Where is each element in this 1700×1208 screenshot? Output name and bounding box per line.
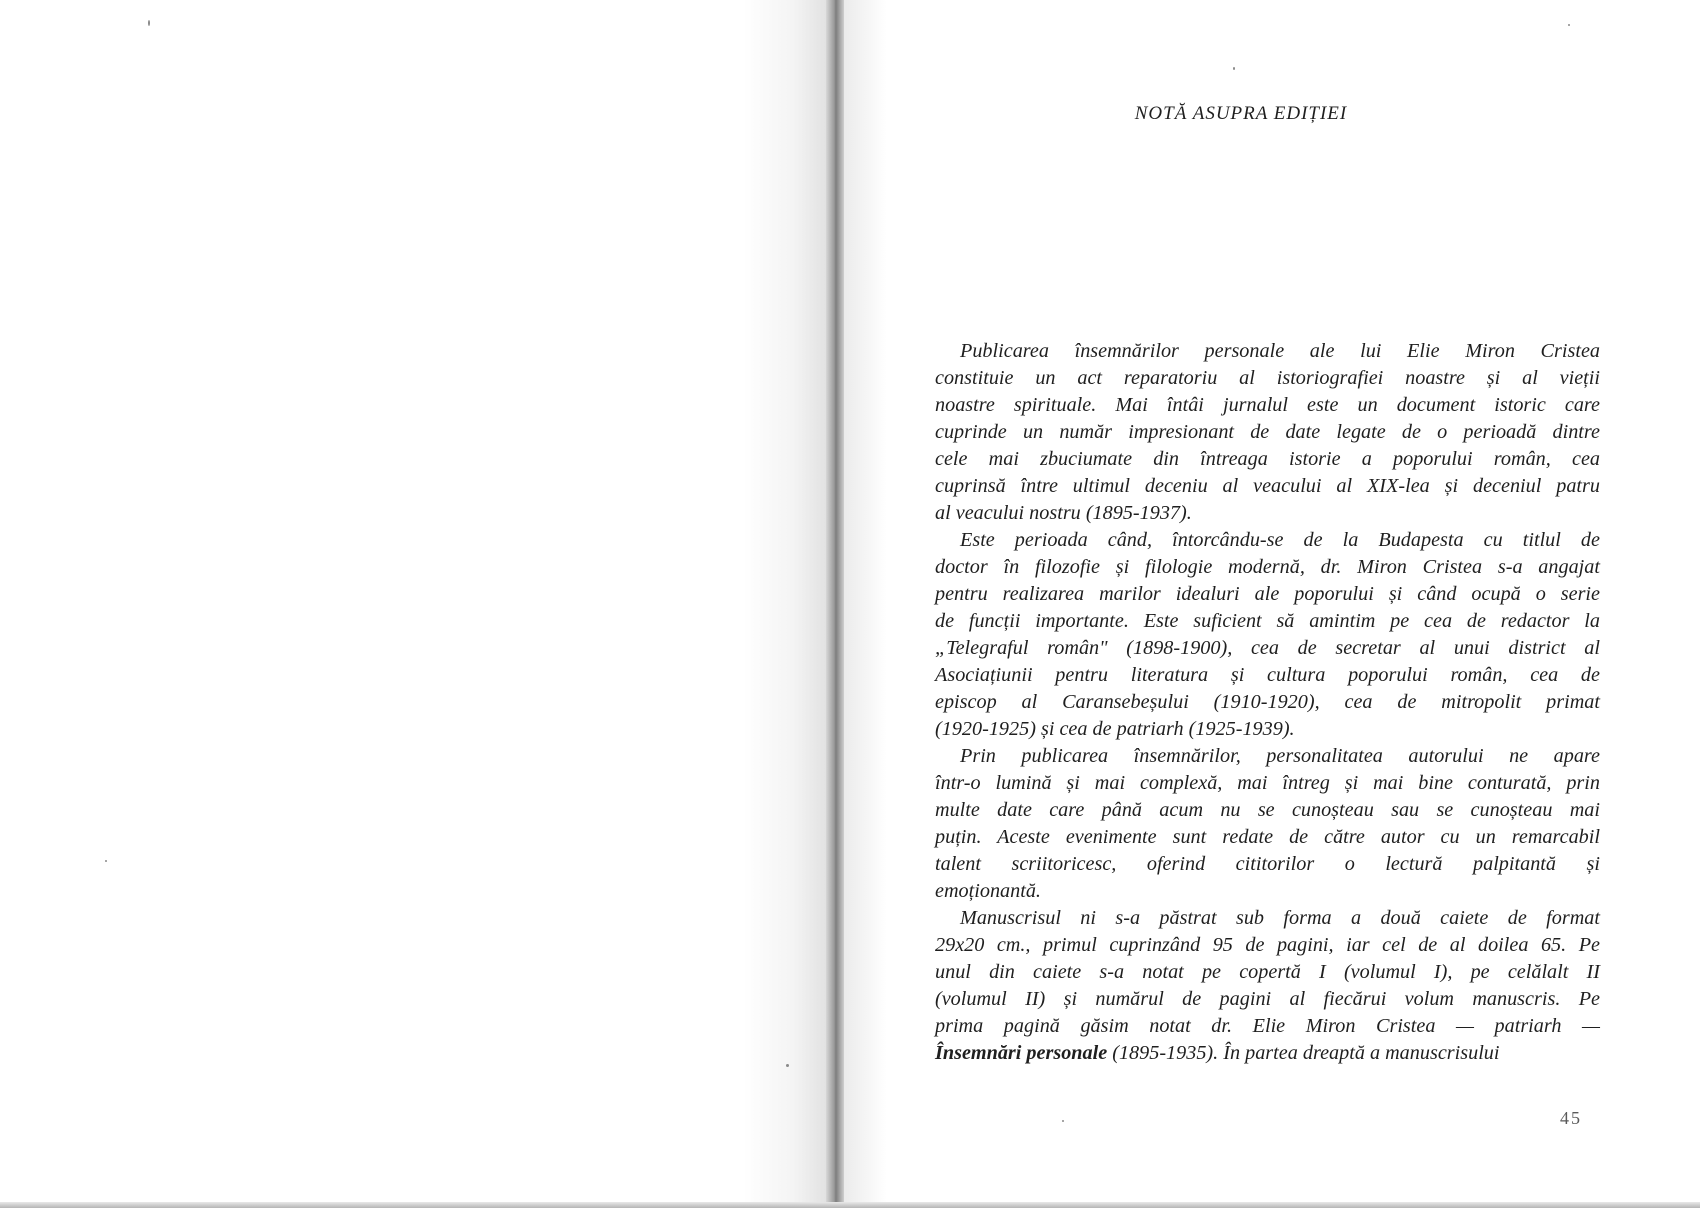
text-line: Prin publicarea însemnărilor, personalitatea autorului ne apare (960, 745, 1600, 767)
text-line: multe date care până acum nu se cunoșteau sau se cunoșteau mai (935, 799, 1600, 821)
left-page-blank (0, 0, 826, 1208)
scan-speck (148, 20, 150, 26)
scan-bottom-edge (0, 1202, 1700, 1208)
text-line: episcop al Caransebeșului (1910-1920), cea de mitropolit primat (935, 691, 1600, 713)
text-line: (volumul II) și numărul de pagini al fiecărui volum manuscris. Pe (935, 988, 1600, 1010)
text-line: noastre spirituale. Mai întâi jurnalul este un document istoric care (935, 394, 1600, 416)
text-line: pentru realizarea marilor idealuri ale poporului și când ocupă o serie (935, 583, 1600, 605)
text-line: al veacului nostru (1895-1937). (935, 502, 1192, 524)
text-line: constituie un act reparatoriu al istoriografiei noastre și al vieții (935, 367, 1600, 389)
text-line: Este perioada când, întorcându-se de la Budapesta cu titlul de (960, 529, 1600, 551)
text-line: 29x20 cm., primul cuprinzând 95 de pagini, iar cel de al doilea 65. Pe (935, 934, 1600, 956)
text-line: cele mai zbuciumate din întreaga istorie a poporului român, cea (935, 448, 1600, 470)
section-title: NOTĂ ASUPRA EDIȚIEI (1134, 103, 1348, 124)
scan-speck (105, 860, 107, 862)
text-line: puțin. Aceste evenimente sunt redate de către autor cu un remarcabil (935, 826, 1600, 848)
text-line: cuprinde un număr impresionant de date legate de o perioadă dintre (935, 421, 1600, 443)
text-line: într-o lumină și mai complexă, mai întreg și mai bine conturată, prin (935, 772, 1600, 794)
scan-speck (1233, 67, 1235, 70)
page-number: 45 (1560, 1108, 1582, 1128)
scan-speck (1062, 1120, 1064, 1122)
text-line: „Telegraful român" (1898-1900), cea de secretar al unui district al (935, 637, 1600, 659)
body-text (935, 338, 1600, 1067)
text-line: Publicarea însemnărilor personale ale lui Elie Miron Cristea (960, 340, 1600, 362)
text-line: talent scriitoricesc, oferind cititorilor o lectură palpitantă și (935, 853, 1600, 875)
scan-speck (1568, 24, 1570, 26)
text-line: cuprinsă între ultimul deceniu al veacului al XIX-lea și deceniul patru (935, 475, 1600, 497)
text-line: emoționantă. (935, 880, 1041, 902)
text-line: de funcții importante. Este suficient să amintim pe cea de redactor la (935, 610, 1600, 632)
text-line (935, 1040, 1600, 1067)
text-line: Manuscrisul ni s-a păstrat sub forma a două caiete de format (960, 907, 1600, 929)
text-line: doctor în filozofie și filologie modernă, dr. Miron Cristea s-a angajat (935, 556, 1600, 578)
scan-speck (786, 1064, 789, 1067)
text-line: (1920-1925) și cea de patriarh (1925-1939). (935, 718, 1295, 740)
bold-phrase: Însemnări personale (935, 1042, 1108, 1064)
text-line-tail: (1895-1935). În partea dreaptă a manuscrisului (1107, 1042, 1500, 1064)
text-line: Asociațiunii pentru literatura și cultura poporului român, cea de (935, 664, 1600, 686)
text-line: unul din caiete s-a notat pe copertă I (volumul I), pe celălalt II (935, 961, 1600, 983)
book-gutter (826, 0, 844, 1208)
text-line: prima pagină găsim notat dr. Elie Miron Cristea — patriarh — (935, 1015, 1600, 1037)
